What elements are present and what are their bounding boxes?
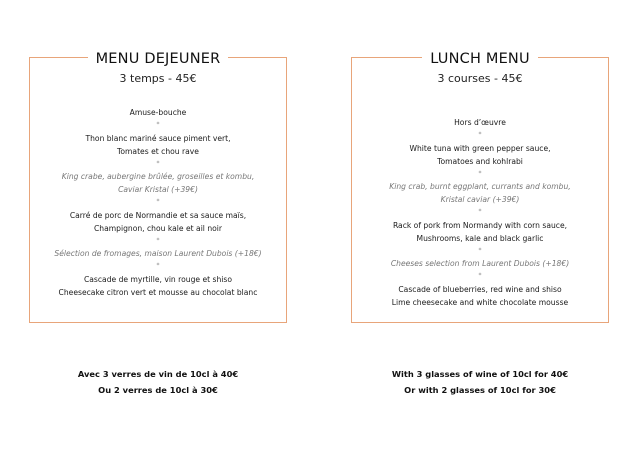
course-separator: * (156, 198, 160, 206)
course-line: Amuse-bouche (129, 108, 187, 117)
english-wine-pairing (351, 366, 609, 398)
wine-pairing-line: Ou 2 verres de 10cl à 30€ (98, 385, 218, 395)
course-line-supplement: Caviar Kristal (+39€) (118, 185, 198, 195)
course-line: Champignon, chou kale et ail noir (93, 223, 223, 233)
french-menu-title: MENU DEJEUNER (88, 51, 229, 67)
course-line: Hors d’œuvre (454, 118, 506, 127)
course-line-supplement: King crabe, aubergine brûlée, groseilles et kombu, (61, 172, 255, 182)
course-line: Tomates et chou rave (117, 146, 199, 156)
course-separator: * (478, 208, 482, 216)
wine-pairing-line: Or with 2 glasses of 10cl for 30€ (404, 385, 556, 395)
course-line: Tomatoes and kohlrabi (437, 156, 523, 166)
course-separator: * (156, 236, 160, 244)
course-separator: * (478, 169, 482, 177)
french-menu-courses (30, 106, 286, 299)
wine-pairing-line: Avec 3 verres de vin de 10cl à 40€ (77, 369, 239, 379)
course-line: Cascade de myrtille, vin rouge et shiso (83, 274, 233, 284)
course-separator: * (478, 131, 482, 139)
course-line: White tuna with green pepper sauce, (409, 143, 551, 153)
course-separator: * (156, 121, 160, 129)
course-separator: * (156, 159, 160, 167)
course-separator: * (478, 272, 482, 280)
course-line: Mushrooms, kale and black garlic (416, 233, 544, 243)
french-menu-price: 3 temps - 45€ (119, 72, 197, 85)
french-wine-pairing (29, 366, 287, 398)
english-menu-courses (352, 116, 608, 309)
course-line-supplement: Sélection de fromages, maison Laurent Dubois (+18€) (54, 249, 262, 259)
wine-pairing-line: With 3 glasses of wine of 10cl for 40€ (391, 369, 569, 379)
course-line-supplement: King crab, burnt eggplant, currants and kombu, (389, 182, 571, 192)
course-line: Carré de porc de Normandie et sa sauce maïs, (69, 210, 247, 220)
french-menu-card (29, 51, 287, 323)
english-menu-title: LUNCH MENU (422, 51, 538, 67)
course-line: Rack of pork from Normandy with corn sauce, (392, 220, 568, 230)
course-line-supplement: Kristal caviar (+39€) (440, 195, 520, 205)
course-separator: * (156, 262, 160, 270)
english-menu-card (351, 51, 609, 323)
course-line: Lime cheesecake and white chocolate mousse (391, 297, 569, 307)
course-line: Cheesecake citron vert et mousse au chocolat blanc (58, 287, 258, 297)
english-menu-price: 3 courses - 45€ (437, 72, 523, 85)
course-line: Cascade of blueberries, red wine and shiso (398, 284, 562, 294)
course-line: Thon blanc mariné sauce piment vert, (85, 133, 231, 143)
course-line-supplement: Cheeses selection from Laurent Dubois (+18€) (390, 259, 570, 269)
course-separator: * (478, 246, 482, 254)
